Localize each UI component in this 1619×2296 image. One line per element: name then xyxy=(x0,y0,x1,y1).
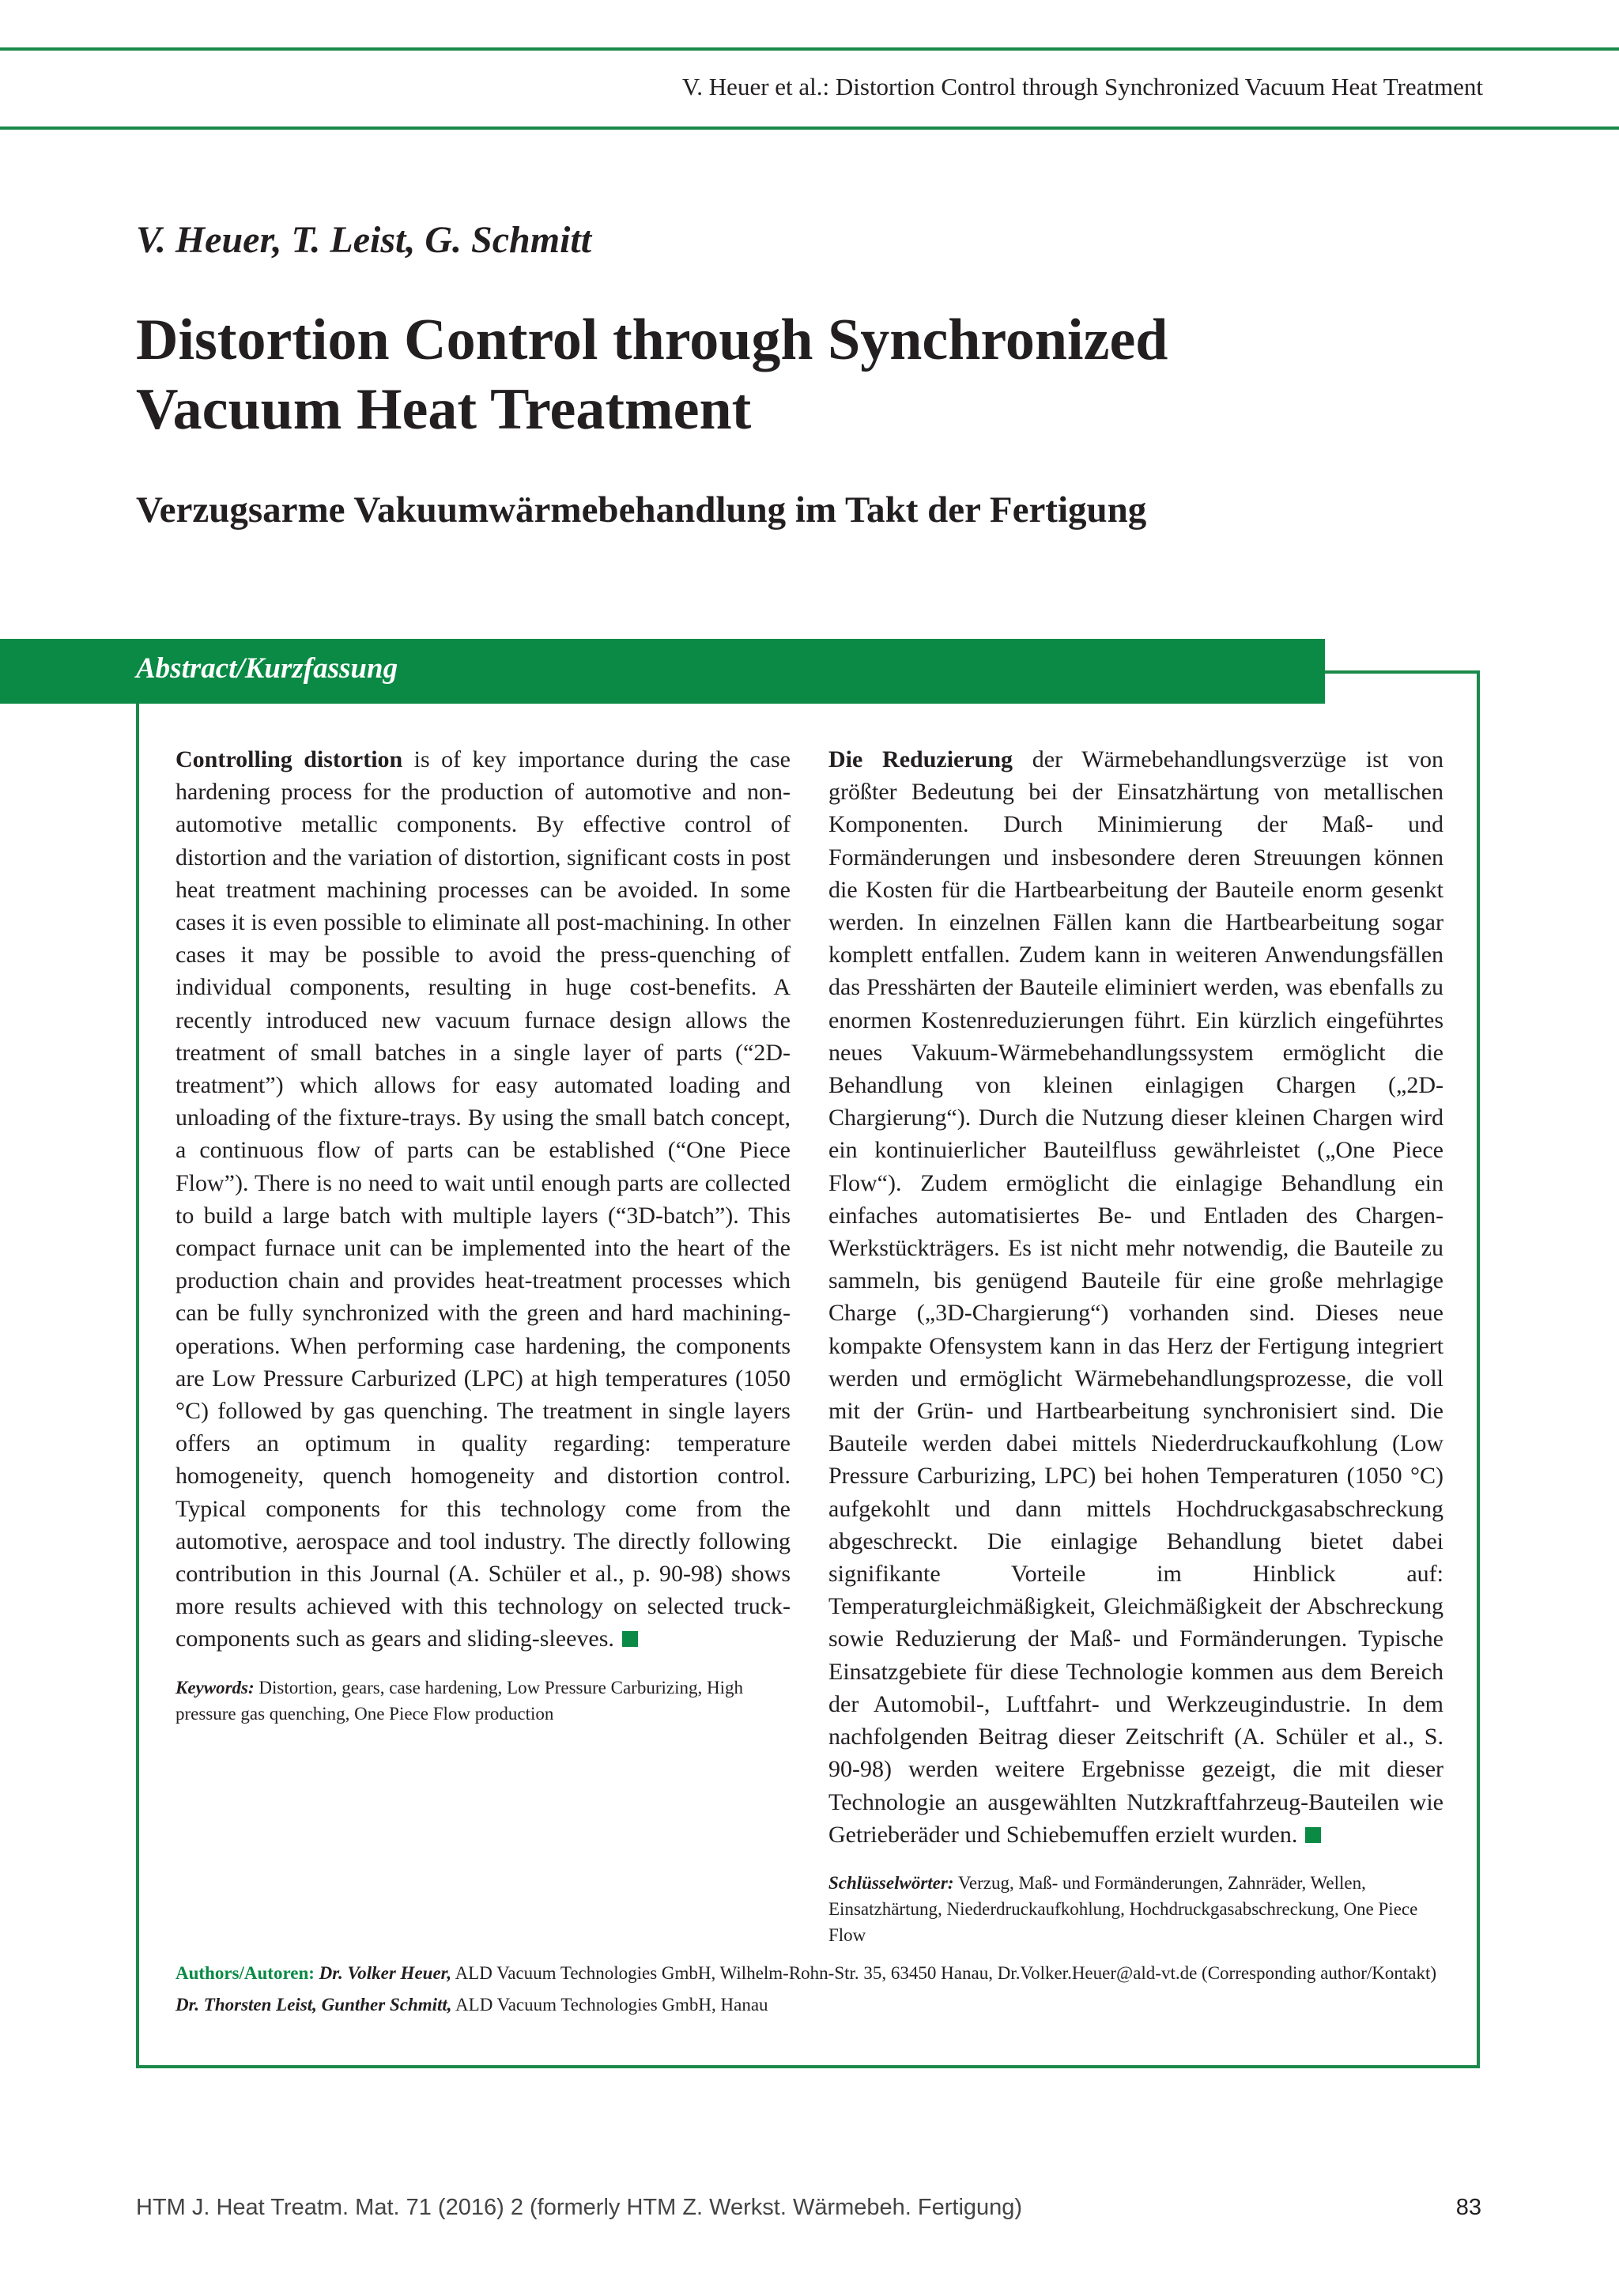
abstract-english-text xyxy=(175,743,791,1656)
footer-journal-citation: HTM J. Heat Treatm. Mat. 71 (2016) 2 (formerly HTM Z. Werkst. Wärmebeh. Fertigung) xyxy=(136,2195,1023,2220)
article-subtitle: Verzugsarme Vakuumwärmebehandlung im Takt der Fertigung xyxy=(136,489,1147,531)
keywords-english-label: Keywords: xyxy=(175,1677,255,1697)
article-authors: V. Heuer, T. Leist, G. Schmitt xyxy=(136,219,592,261)
affiliation-text-1: ALD Vacuum Technologies GmbH, Wilhelm-Rohn-Str. 35, 63450 Hanau, Dr.Volker.Heuer@ald-vt.de (Corresponding author/Kontakt) xyxy=(451,1963,1437,1983)
keywords-english xyxy=(175,1675,791,1727)
author-affiliations xyxy=(175,1961,1456,2018)
abstract-german-text xyxy=(828,743,1444,1851)
page-number: 83 xyxy=(1455,2195,1481,2220)
abstract-band xyxy=(0,639,1325,704)
abstract-english-column xyxy=(175,743,791,1727)
affiliation-line-1 xyxy=(175,1961,1456,1986)
title-line-1: Distortion Control through Synchronized xyxy=(136,308,1168,372)
abstract-english-body: is of key importance during the case hardening process for the production of automotive and non-automotive metallic components. By effective control of distortion and the variation of distortion, significant costs in post heat treatment machining processes can be avoided. In some cases it is even possible to eliminate all post-machining. In other cases it may be possible to avoid the press-quenching of individual components, resulting in huge cost-benefits. A recently introduced new vacuum furnace design allows the treatment of small batches in a single layer of parts (“2D-treatment”) which allows for easy automated loading and unloading of the fixture-trays. By using the small batch concept, a continuous flow of parts can be established (“One Piece Flow”). There is no need to wait until enough parts are collected to build a large batch with multiple layers (“3D-batch”). This compact furnace unit can be implemented into the heart of the production chain and provides heat-treatment processes which can be fully synchronized with the green and hard machining-operations. When performing case hardening, the components are Low Pressure Carburized (LPC) at high temperatures (1050 °C) followed by gas quenching. The treatment in single layers offers an optimum in quality regarding: temperature homogeneity, quench homogeneity and distortion control. Typical components for this technology come from the automotive, aerospace and tool industry. The directly following contribution in this Journal (A. Schüler et al., p. 90-98) shows more results achieved with this technology on selected truck-components such as gears and sliding-sleeves. xyxy=(175,746,791,1652)
end-of-text-square-icon xyxy=(1305,1827,1321,1843)
title-line-2: Vacuum Heat Treatment xyxy=(136,377,752,442)
affiliation-text-2: ALD Vacuum Technologies GmbH, Hanau xyxy=(451,1995,768,2015)
abstract-german-column xyxy=(828,743,1444,1948)
header-rule-bottom xyxy=(0,127,1619,130)
abstract-german-lead: Die Reduzierung xyxy=(828,746,1013,772)
running-header: V. Heuer et al.: Distortion Control through Synchronized Vacuum Heat Treatment xyxy=(681,73,1483,100)
affiliation-name-2: Dr. Thorsten Leist, Gunther Schmitt, xyxy=(175,1995,452,2015)
keywords-german-label: Schlüsselwörter: xyxy=(828,1872,954,1893)
end-of-text-square-icon xyxy=(622,1631,638,1647)
affiliation-line-2 xyxy=(175,1992,1456,2018)
affiliation-label: Authors/Autoren: xyxy=(175,1963,315,1983)
keywords-german xyxy=(828,1870,1444,1948)
header-rule-top xyxy=(0,47,1619,51)
keywords-german-text: Verzug, Maß- und Formänderungen, Zahnräder, Wellen, Einsatzhärtung, Niederdruckaufkohlung, Hochdruckgasabschreckung, One Piece Flow xyxy=(828,1872,1418,1945)
abstract-german-body: der Wärmebehandlungsverzüge ist von größter Bedeutung bei der Einsatzhärtung von metallischen Komponenten. Durch Minimierung der Maß- und Formänderungen und insbesondere deren Streuungen können die Kosten für die Hartbearbeitung der Bauteile enorm gesenkt werden. In einzelnen Fällen kann die Hartbearbeitung sogar komplett entfallen. Zudem kann in weiteren Anwendungsfällen das Presshärten der Bauteile eliminiert werden, was ebenfalls zu enormen Kostenreduzierungen führt. Ein kürzlich eingeführtes neues Vakuum-Wärmebehandlungssystem ermöglicht die Behandlung von kleinen einlagigen Chargen („2D-Chargierung“). Durch die Nutzung dieser kleinen Chargen wird ein kontinuierlicher Bauteilfluss gewährleistet („One Piece Flow“). Zudem ermöglicht die einlagige Behandlung ein einfaches automatisiertes Be- und Entladen des Chargen-Werkstückträgers. Es ist nicht mehr notwendig, die Bauteile zu sammeln, bis genügend Bauteile für eine große mehrlagige Charge („3D-Chargierung“) vorhanden sind. Dieses neue kompakte Ofensystem kann in das Herz der Fertigung integriert werden und ermöglicht Wärmebehandlungsprozesse, die voll mit der Grün- und Hartbearbeitung synchronisiert sind. Die Bauteile werden dabei mittels Niederdruckaufkohlung (Low Pressure Carburizing, LPC) bei hohen Temperaturen (1050 °C) aufgekohlt und dann mittels Hochdruckgasabschreckung abgeschreckt. Die einlagige Behandlung bietet dabei signifikante Vorteile im Hinblick auf: Temperaturgleichmäßigkeit, Gleichmäßigkeit der Abschreckung sowie Reduzierung der Maß- und Formänderungen. Typische Einsatzgebiete für diese Technologie kommen aus dem Bereich der Automobil-, Luftfahrt- und Werkzeugindustrie. In dem nachfolgenden Beitrag dieser Zeitschrift (A. Schüler et al., S. 90-98) werden weitere Ergebnisse gezeigt, die mit dieser Technologie an ausgewählten Nutzkraftfahrzeug-Bauteilen wie Getrieberäder und Schiebemuffen erzielt wurden. xyxy=(828,746,1444,1848)
abstract-band-label: Abstract/Kurzfassung xyxy=(136,652,398,685)
abstract-english-lead: Controlling distortion xyxy=(175,746,403,772)
keywords-english-text: Distortion, gears, case hardening, Low Pressure Carburizing, High pressure gas quenching, One Piece Flow production xyxy=(175,1677,743,1724)
article-title xyxy=(136,305,1480,444)
affiliation-name-1: Dr. Volker Heuer, xyxy=(314,1963,452,1983)
